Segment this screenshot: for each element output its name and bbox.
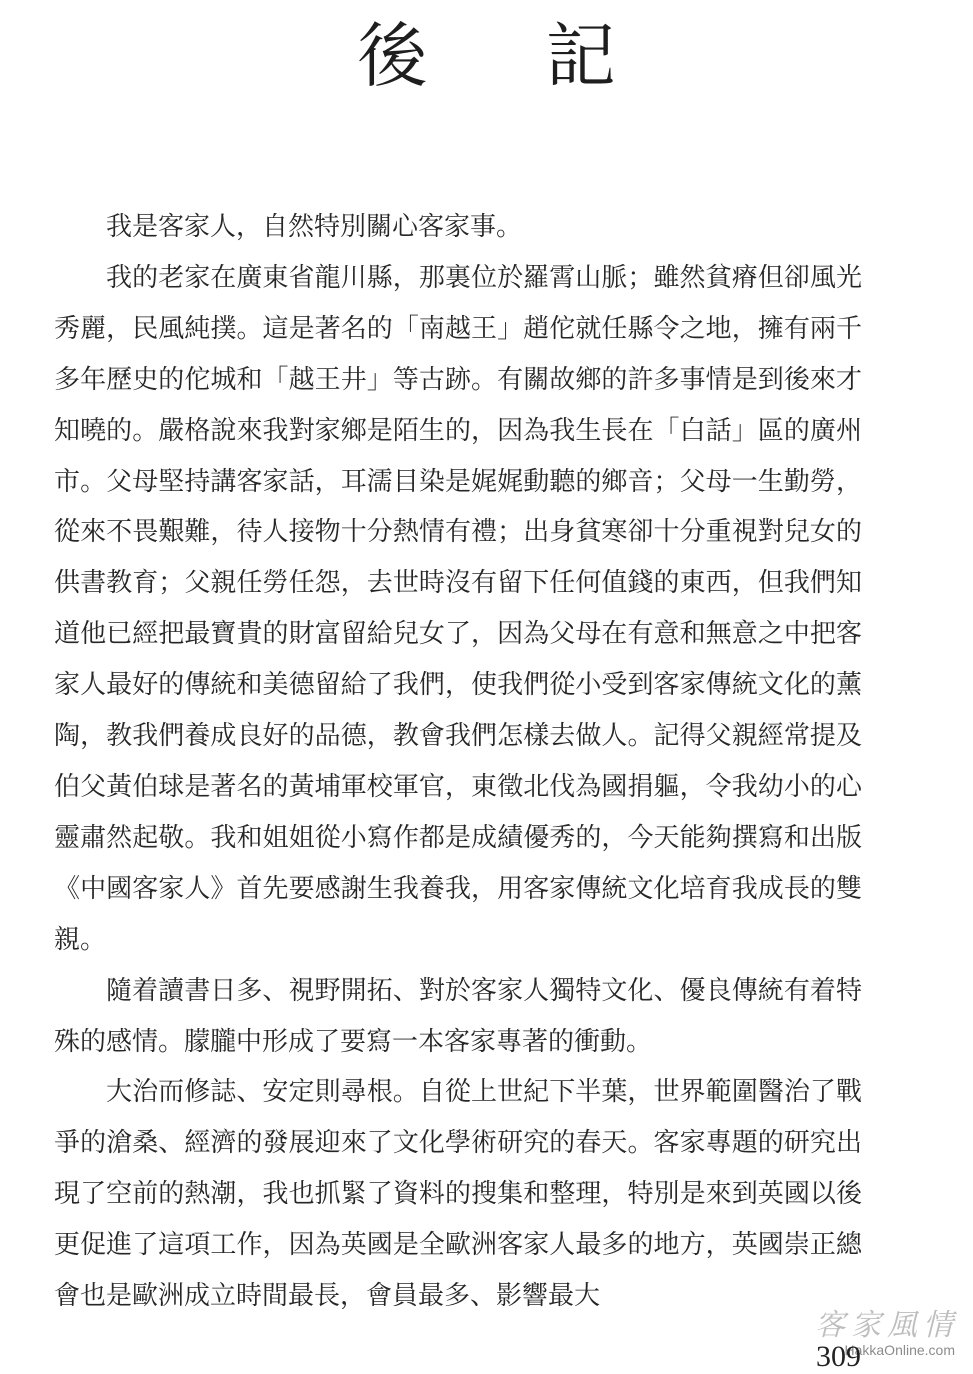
page-title: 後 記 xyxy=(357,15,664,97)
paragraph: 大治而修誌、安定則尋根。自從上世紀下半葉，世界範圍醫治了戰爭的滄桑、經濟的發展迎來了文化學術研究的春天。客家專題的研究出現了空前的熱潮，我也抓緊了資料的搜集和整理，特別是來到英國以後更促進了這項工作，因為英國是全歐洲客家人最多的地方，英國崇正總會也是歐洲成立時間最長，會員最多、影響最大 xyxy=(54,1077,862,1312)
paragraph: 我的老家在廣東省龍川縣，那裏位於羅霄山脈；雖然貧瘠但卻風光秀麗，民風純撲。這是著名的「南越王」趙佗就任縣令之地，擁有兩千多年歷史的佗城和「越王井」等古跡。有關故鄉的許多事情是到後來才知曉的。嚴格說來我對家鄉是陌生的，因為我生長在「白話」區的廣州市。父母堅持講客家話，耳濡目染是娓娓動聽的鄉音；父母一生勤勞，從來不畏艱難，待人接物十分熱情有禮；出身貧寒卻十分重視對兒女的供書教育；父親任勞任怨，去世時沒有留下任何值錢的東西，但我們知道他已經把最寶貴的財富留給兒女了，因為父母在有意和無意之中把客家人最好的傳統和美德留給了我們，使我們從小受到客家傳統文化的薰陶，教我們養成良好的品德，教會我們怎樣去做人。記得父親經常提及伯父黃伯球是著名的黃埔軍校軍官，東徵北伐為國捐軀，令我幼小的心靈肅然起敬。我和姐姐從小寫作都是成績優秀的，今天能夠撰寫和出版《中國客家人》首先要感謝生我養我，用客家傳統文化培育我成長的雙親。 xyxy=(54,262,862,955)
paragraph: 我是客家人，自然特別關心客家事。 xyxy=(106,212,523,242)
watermark-url: HakkaOnline.com xyxy=(844,1342,955,1358)
afterword-body xyxy=(54,202,862,1322)
watermark-text: 客家風情 xyxy=(815,1308,959,1343)
page-number: 309 xyxy=(816,1340,861,1373)
paragraph: 隨着讀書日多、視野開拓、對於客家人獨特文化、優良傳統有着特殊的感情。朦朧中形成了要寫一本客家專著的衝動。 xyxy=(54,975,862,1057)
